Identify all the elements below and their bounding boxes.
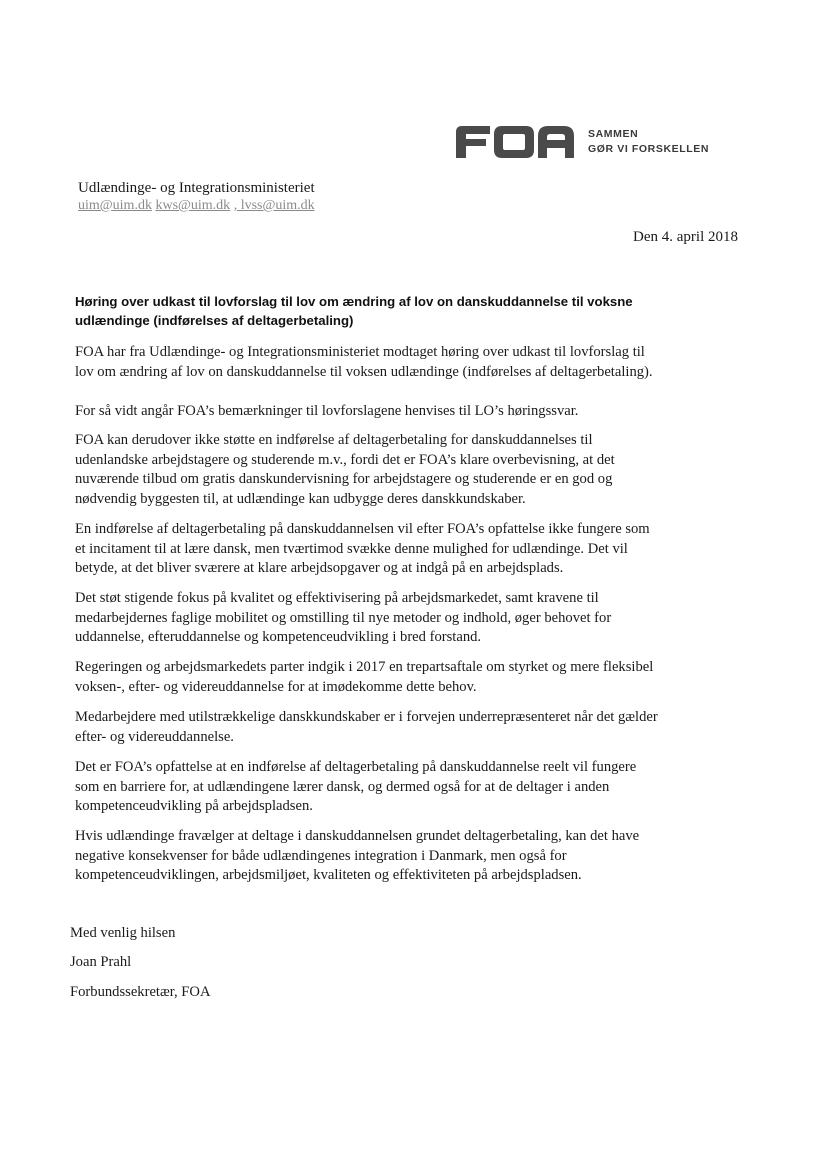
subject-heading (75, 292, 755, 330)
paragraph-line: udenlandske arbejdstagere og studerende m.v., fordi det er FOA’s klare overbevisning, at det (75, 451, 615, 468)
paragraph-line: lov om ændring af lov on danskuddannelse til voksen udlændinge (indførelses af deltagerbetaling). (75, 363, 653, 380)
paragraph-line: som en barriere for, at udlændingene lærer dansk, og dermed også for at de deltager i anden (75, 778, 610, 795)
paragraph-line: uddannelse, efteruddannelse og kompetenceudvikling i bred forstand. (75, 629, 482, 645)
tagline-line-2: GØR VI FORSKELLEN (588, 143, 710, 155)
paragraph-line: nødvendig byggesten til, at udlændinge kan udbygge deres danskkundskaber. (75, 490, 526, 507)
signer-name: Joan Prahl (70, 954, 132, 970)
paragraph-line: Det er FOA’s opfattelse at en indførelse af deltagerbetaling på danskuddannelse reelt vil fungere (75, 759, 637, 775)
paragraph-2 (75, 402, 775, 422)
foa-logo-mark (456, 126, 574, 158)
closing-greeting: Med venlig hilsen (70, 925, 176, 941)
email-link-uim[interactable]: uim@uim.dk (78, 198, 152, 213)
recipient-name: Udlændinge- og Integrationsministeriet (78, 180, 315, 196)
paragraph-line: et incitament til at lære dansk, men tværtimod svække denne mulighed for udlændinge. Det vil (75, 540, 628, 557)
paragraph-line: Medarbejdere med utilstrækkelige danskkundskaber er i forvejen underrepræsenteret når det gælder (75, 709, 658, 725)
paragraph-line: Det støt stigende fokus på kvalitet og effektivisering på arbejdsmarkedet, samt kravene til (75, 590, 599, 606)
email-link-kws[interactable]: kws@uim.dk (155, 198, 231, 213)
paragraph-line: kompetenceudvikling på arbejdspladsen. (75, 798, 313, 814)
tagline-line-1: SAMMEN (588, 128, 639, 140)
recipient-emails (78, 198, 315, 214)
subject-line-2: udlændinge (indførelses af deltagerbetaling) (75, 313, 354, 328)
paragraph-6 (75, 658, 775, 697)
email-link-lvss[interactable]: , lvss@uim.dk (233, 198, 315, 213)
paragraph-line: FOA har fra Udlændinge- og Integrationsministeriet modtaget høring over udkast til lovforslag til (75, 344, 645, 360)
paragraph-4 (75, 520, 775, 579)
paragraph-line: betyde, at det bliver sværere at klare arbejdsopgaver og at indgå på en arbejdsplads. (75, 560, 564, 576)
paragraph-line: negative konsekvenser for både udlændingenes integration i Danmark, men også for (75, 847, 567, 864)
paragraph-7 (75, 708, 775, 747)
foa-logo (456, 126, 709, 158)
paragraph-line: FOA kan derudover ikke støtte en indførelse af deltagerbetaling for danskuddannelses til (75, 432, 593, 448)
paragraph-line: medarbejdernes faglige mobilitet og omstilling til nye metoder og indhold, øger behovet for (75, 609, 612, 626)
paragraph-3 (75, 431, 775, 509)
paragraph-line: efter- og videreuddannelse. (75, 728, 234, 745)
paragraph-line: Regeringen og arbejdsmarkedets parter indgik i 2017 en trepartsaftale om styrket og mere fleksibel (75, 659, 654, 675)
paragraph-line: kompetenceudviklingen, arbejdsmiljøet, kvaliteten og effektiviteten på arbejdspladsen. (75, 867, 582, 883)
paragraph-line: Hvis udlændinge fravælger at deltage i danskuddannelsen grundet deltagerbetaling, kan det have (75, 828, 640, 844)
subject-line-1: Høring over udkast til lovforslag til lov om ændring af lov on danskuddannelse til voksne (75, 294, 633, 309)
paragraph-line: nuværende tilbud om gratis danskundervisning for arbejdstagere og studerende er en god og (75, 471, 613, 487)
paragraph-9 (75, 827, 775, 886)
paragraph-line: For så vidt angår FOA’s bemærkninger til lovforslagene henvises til LO’s høringssvar. (75, 403, 579, 419)
paragraph-line: En indførelse af deltagerbetaling på danskuddannelsen vil efter FOA’s opfattelse ikke fungere som (75, 521, 650, 537)
signer-title: Forbundssekretær, FOA (70, 984, 211, 1000)
paragraph-5 (75, 589, 775, 648)
logo-tagline (588, 127, 709, 157)
paragraph-1 (75, 343, 775, 382)
paragraph-line: voksen-, efter- og videreuddannelse for at imødekomme dette behov. (75, 678, 477, 695)
paragraph-8 (75, 758, 775, 817)
letter-date: Den 4. april 2018 (633, 229, 738, 245)
